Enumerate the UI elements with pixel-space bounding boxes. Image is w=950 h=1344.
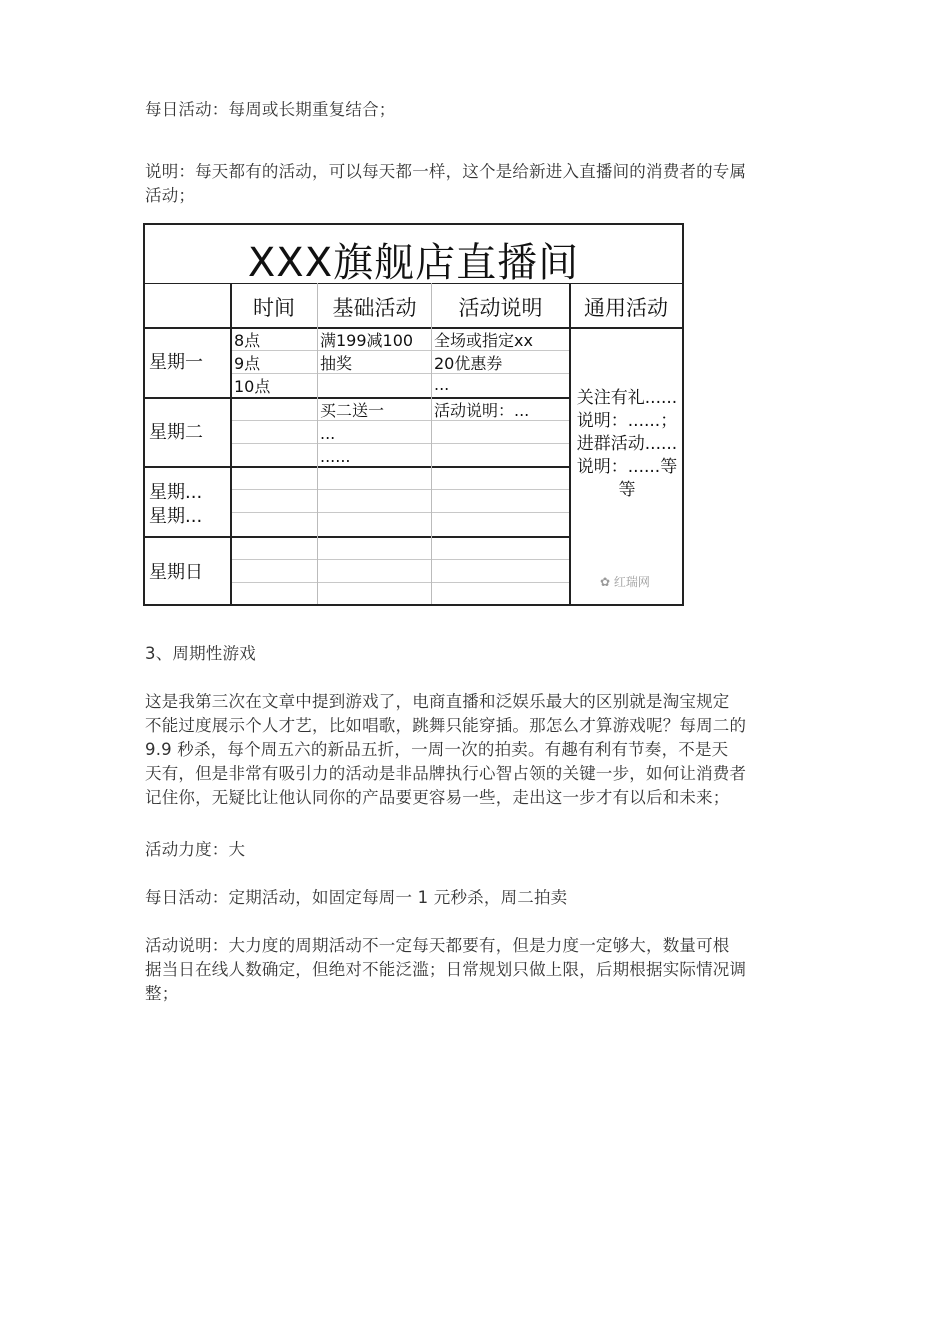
basic-cell: ... [320,424,336,443]
desc-cell: 20优惠券 [434,354,503,373]
section3-heading: 3、周期性游戏 [145,644,256,663]
watermark-icon: ✿ [600,575,614,589]
intro-line: 每日活动：每周或长期重复结合； [145,100,396,119]
basic-cell: 满199减100 [320,331,414,350]
section3-body: 这是我第三次在文章中提到游戏了，电商直播和泛娱乐最大的区别就是淘宝规定 不能过度展示个人才艺，比如唱歌，跳舞只能穿插。那怎么才算游戏呢？每周二的 9.9 秒杀，每个周五六的新品五折，一周一次的拍卖。有趣有利有节奏，不是天 天有，但是非常有吸引力的活动是非品牌执行心智占领的关键一步，如何让消费者 记住你，无疑比让他认同你的产品要更容易一些，走出这一步才有以后和未来； [145,692,747,807]
note-paragraph: 说明：每天都有的活动，可以每天都一样，这个是给新进入直播间的消费者的专属 活动； [145,162,747,205]
daily-line: 每日活动：定期活动，如固定每周一 1 元秒杀，周二拍卖 [145,888,568,907]
day-sunday: 星期日 [149,562,203,583]
day-other-2: 星期... [149,506,203,527]
time-cell: 10点 [234,377,271,396]
header-general: 通用活动 [584,296,668,320]
header-basic: 基础活动 [332,296,417,320]
basic-cell: 买二送一 [320,401,385,420]
table-title: XXX旗舰店直播间 [247,240,580,286]
time-cell: 9点 [234,354,261,373]
day-tuesday: 星期二 [149,422,203,443]
general-activities: 关注有礼......说明：......；进群活动......说明：......等等 [576,388,678,500]
schedule-table-image [143,223,684,606]
header-time: 时间 [253,296,295,320]
day-other-1: 星期... [149,482,203,503]
basic-cell: 抽奖 [320,354,353,373]
desc-cell: 全场或指定xx [434,331,533,350]
day-monday: 星期一 [149,352,203,373]
basic-cell: ...... [320,447,351,466]
header-desc: 活动说明 [458,296,543,320]
time-cell: 8点 [234,331,261,350]
desc-cell: ... [434,375,450,394]
explain-paragraph: 活动说明：大力度的周期活动不一定每天都要有，但是力度一定够大，数量可根 据当日在线人数确定，但绝对不能泛滥；日常规划只做上限，后期根据实际情况调 整； [145,936,747,1003]
intensity-line: 活动力度：大 [145,840,246,859]
desc-cell: 活动说明：... [434,401,530,420]
watermark: ✿ 红瑞网 [600,575,650,589]
